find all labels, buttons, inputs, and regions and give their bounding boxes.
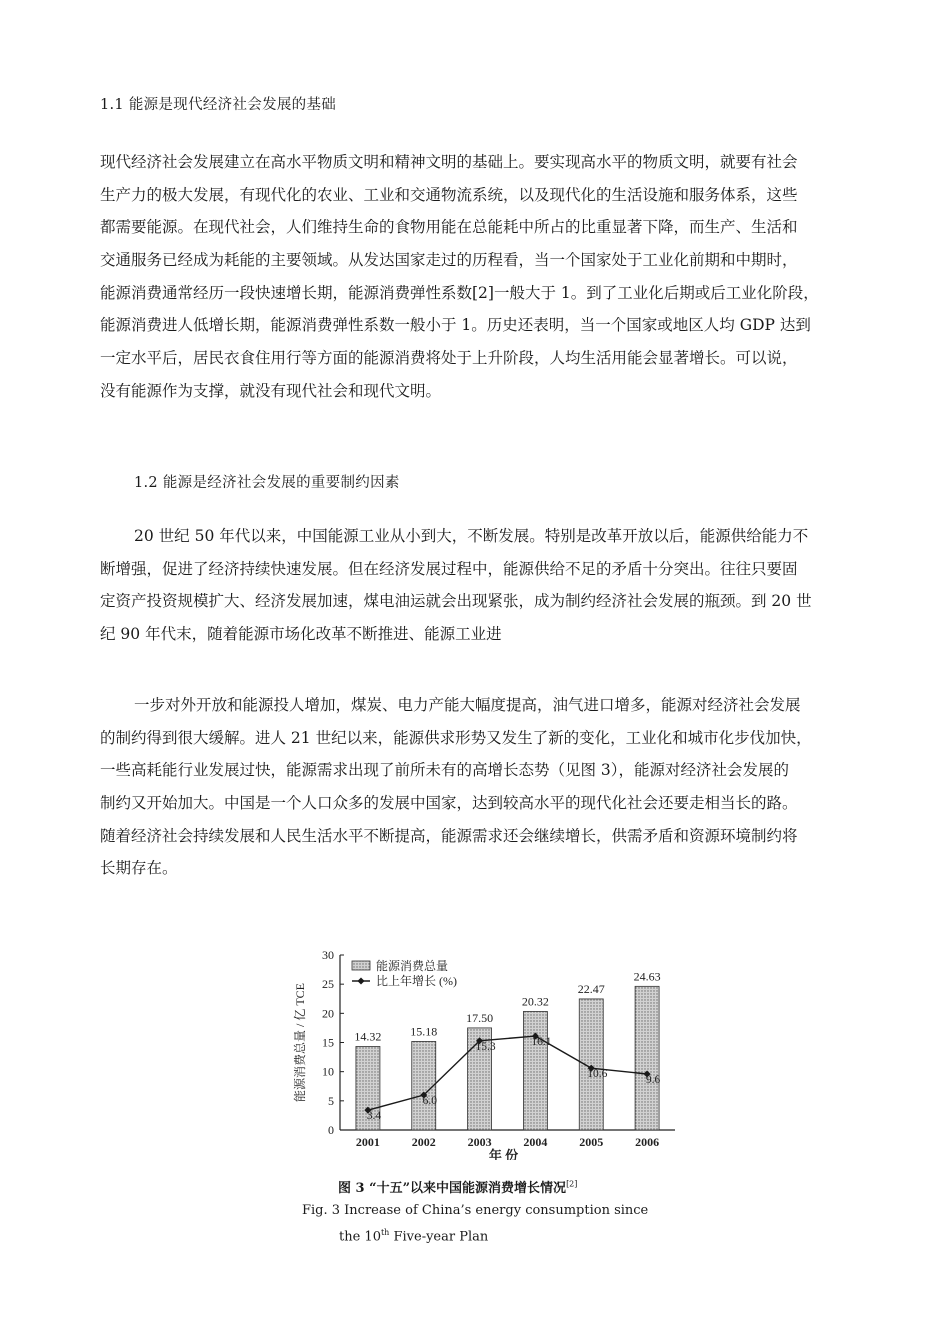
y-tick-label: 5: [328, 1093, 334, 1108]
bar-2004: [523, 1011, 547, 1130]
paragraph-line: 交通服务已经成为耗能的主要领域。从发达国家走过的历程看，当一个国家处于工业化前期和中期时，: [100, 251, 798, 270]
paragraph-line: 现代经济社会发展建立在高水平物质文明和精神文明的基础上。要实现高水平的物质文明，就要有社会: [100, 153, 798, 171]
paragraph-line: 生产力的极大发展，有现代化的农业、工业和交通物流系统，以及现代化的生活设施和服务体系，这些: [100, 185, 798, 204]
paragraph-line: 的制约得到很大缓解。进人 21 世纪以来，能源供求形势又发生了新的变化，工业化和城市化步伐加快，: [100, 728, 812, 747]
paragraph-line: 定资产投资规模扩大、经济发展加速，煤电油运就会出现紧张，成为制约经济社会发展的瓶颈。到 20 世: [100, 592, 812, 611]
y-tick-label: 25: [322, 977, 334, 992]
figure-caption-en-2: [339, 1228, 488, 1244]
paragraph-3: [100, 689, 870, 885]
x-tick-label: 2002: [411, 1135, 436, 1149]
paragraph-line: 一定水平后，居民衣食住用行等方面的能源消费将处于上升阶段，人均生活用能会显著增长。可以说，: [100, 349, 798, 368]
legend-bar-label: 能源消费总量: [376, 959, 449, 973]
x-axis-title: 年 份: [488, 1148, 519, 1160]
paragraph-2: [100, 520, 870, 651]
paragraph-line: 没有能源作为支撑，就没有现代社会和现代文明。: [100, 381, 442, 400]
x-tick-label: 2006: [635, 1135, 660, 1149]
paragraph-line: 能源消费进人低增长期，能源消费弹性系数一般小于 1。历史还表明，当一个国家或地区人均 GDP 达到: [100, 316, 811, 335]
caption-cn-text: 图 3 “十五”以来中国能源消费增长情况: [338, 1181, 567, 1196]
legend-bar-swatch: [352, 961, 370, 970]
caption-en-2-sup: th: [380, 1228, 390, 1237]
bar-2005: [579, 999, 603, 1130]
caption-en-2-post: Five-year Plan: [389, 1229, 489, 1245]
growth-value-label: 9.6: [645, 1074, 661, 1086]
legend-line-label: 比上年增长 (%): [376, 974, 457, 988]
figure-caption-cn: [338, 1177, 577, 1196]
bar-value-label: 24.63: [633, 969, 661, 984]
figure-3: [290, 945, 690, 1255]
growth-value-label: 6.0: [422, 1095, 437, 1107]
growth-value-label: 3.4: [366, 1110, 382, 1123]
paragraph-1: [100, 146, 870, 408]
growth-value-label: 16.1: [531, 1036, 552, 1049]
y-tick-label: 0: [328, 1123, 334, 1137]
bar-value-label: 22.47: [577, 981, 605, 996]
paragraph-line: 一步对外开放和能源投人增加，煤炭、电力产能大幅度提高，油气进口增多，能源对经济社会发展: [134, 696, 801, 714]
y-tick-label: 30: [322, 948, 334, 962]
bar-2002: [412, 1041, 436, 1130]
paragraph-line: 都需要能源。在现代社会，人们维持生命的食物用能在总能耗中所占的比重显著下降，而生产、生活和: [100, 218, 798, 237]
section-heading-1-2: 1.2 能源是经济社会发展的重要制约因素: [134, 475, 400, 491]
caption-en-2-pre: the 10: [339, 1229, 381, 1245]
paragraph-line: 能源消费通常经历一段快速增长期，能源消费弹性系数[2]一般大于 1。到了工业化后期或后工业化阶段，: [100, 283, 819, 302]
energy-consumption-chart: [290, 945, 690, 1160]
bar-value-label: 15.18: [410, 1024, 438, 1039]
bar-value-label: 20.32: [521, 994, 549, 1009]
bar-2006: [635, 986, 659, 1130]
paragraph-line: 纪 90 年代末，随着能源市场化改革不断推进、能源工业进: [100, 625, 502, 644]
legend-line-marker: [357, 977, 364, 984]
y-tick-label: 15: [322, 1035, 334, 1050]
paragraph-line: 断增强，促进了经济持续快速发展。但在经济发展过程中，能源供给不足的矛盾十分突出。往往只要固: [100, 559, 798, 578]
x-tick-label: 2005: [579, 1135, 604, 1149]
paragraph-line: 20 世纪 50 年代以来，中国能源工业从小到大，不断发展。特别是改革开放以后，能源供给能力不: [134, 527, 809, 545]
paragraph-line: 随着经济社会持续发展和人民生活水平不断提高，能源需求还会继续增长，供需矛盾和资源环境制约将: [100, 826, 798, 845]
y-tick-label: 20: [322, 1006, 334, 1021]
x-tick-label: 2003: [467, 1135, 492, 1149]
paragraph-line: 一些高耗能行业发展过快，能源需求出现了前所未有的高增长态势（见图 3），能源对经济社会发展的: [100, 761, 790, 780]
caption-cn-ref: [2]: [566, 1179, 578, 1189]
y-tick-label: 10: [322, 1064, 334, 1079]
y-axis-title: 能源消费总量 / 亿 TCE: [293, 983, 307, 1102]
growth-value-label: 10.6: [587, 1068, 608, 1081]
bar-value-label: 14.32: [354, 1029, 382, 1044]
x-tick-label: 2001: [355, 1135, 380, 1149]
bar-value-label: 17.50: [466, 1010, 494, 1025]
growth-value-label: 15.3: [475, 1040, 496, 1053]
x-tick-label: 2004: [523, 1135, 548, 1149]
figure-caption-en-1: Fig. 3 Increase of China’s energy consumption since: [302, 1203, 649, 1218]
paragraph-line: 长期存在。: [100, 859, 178, 878]
section-heading-1-1: 1.1 能源是现代经济社会发展的基础: [100, 97, 337, 113]
paragraph-line: 制约又开始加大。中国是一个人口众多的发展中国家，达到较高水平的现代化社会还要走相当长的路。: [100, 794, 798, 813]
